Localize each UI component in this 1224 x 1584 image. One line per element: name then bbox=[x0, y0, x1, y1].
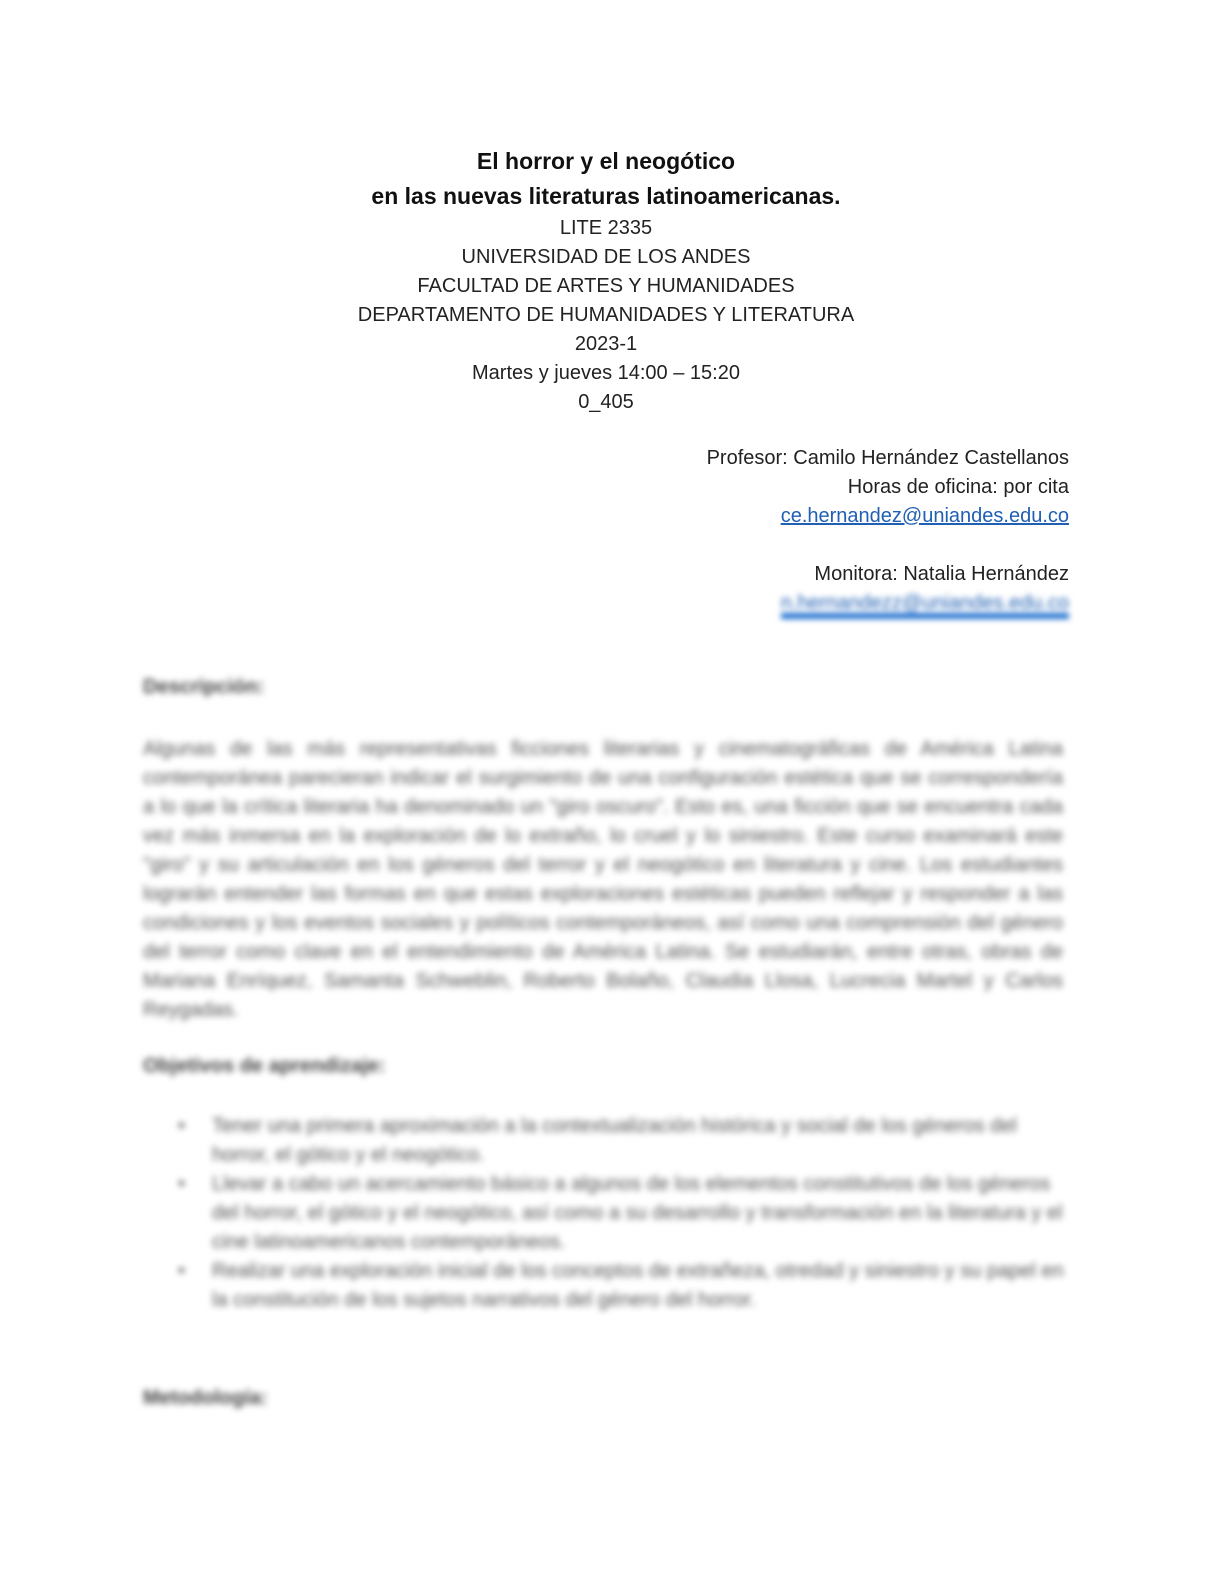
spacer bbox=[469, 531, 1069, 560]
course-header bbox=[0, 144, 1212, 417]
office-hours: Horas de oficina: por cita bbox=[847, 476, 1069, 498]
description-heading: Descripción: bbox=[143, 676, 265, 698]
university-name: UNIVERSIDAD DE LOS ANDES bbox=[461, 246, 751, 268]
course-code: LITE 2335 bbox=[559, 217, 653, 239]
bullet-icon: • bbox=[178, 1115, 186, 1137]
department-name: DEPARTAMENTO DE HUMANIDADES Y LITERATURA bbox=[357, 304, 855, 326]
class-schedule: Martes y jueves 14:00 – 15:20 bbox=[472, 362, 740, 384]
objective-text: Llevar a cabo un acercamiento básico a algunos de los elementos constitutivos de los géneros del horror, el gótico y el neogótico, así como a su desarrollo y transformación en la literatura y el cine latinoamericanos contemporáneos. bbox=[212, 1173, 1063, 1253]
monitor-name: Monitora: Natalia Hernández bbox=[814, 563, 1069, 585]
list-item bbox=[178, 1112, 1068, 1170]
faculty-name: FACULTAD DE ARTES Y HUMANIDADES bbox=[417, 275, 795, 297]
objective-text: Tener una primera aproximación a la contextualización histórica y social de los géneros del horror, el gótico y el neogótico. bbox=[212, 1115, 1017, 1166]
bullet-icon: • bbox=[178, 1173, 186, 1195]
professor-email-link[interactable]: ce.hernandez@uniandes.edu.co bbox=[780, 505, 1069, 527]
professor-name: Profesor: Camilo Hernández Castellanos bbox=[706, 447, 1069, 469]
objectives-list bbox=[178, 1112, 1068, 1315]
methodology-heading: Metodología: bbox=[143, 1387, 268, 1409]
monitor-email-link[interactable]: n.hernandezz@uniandes.edu.co bbox=[781, 593, 1069, 619]
course-title-line-1: El horror y el neogótico bbox=[476, 148, 736, 174]
list-item bbox=[178, 1257, 1068, 1315]
objectives-heading: Objetivos de aprendizaje: bbox=[143, 1055, 386, 1077]
list-item bbox=[178, 1170, 1068, 1257]
contact-info bbox=[469, 444, 1069, 619]
objective-text: Realizar una exploración inicial de los conceptos de extrañeza, otredad y siniestro y su papel en la constitución de los sujetos narrativos del género del horror. bbox=[212, 1260, 1064, 1311]
description-paragraph: Algunas de las más representativas ficciones literarias y cinematográficas de América Latina contemporánea parecieran indicar el surgimiento de una configuración estética que se correspondería a lo que la crítica literaria ha denominado un "giro oscuro". Esto es, una ficción que se encuentra cada vez más inmersa en la exploración de lo extraño, lo cruel y lo siniestro. Este curso examinará este "giro" y su articulación en los géneros del terror y el neogótico en literatura y cine. Los estudiantes lograrán entender las formas en que estas exploraciones estéticas pueden reflejar y responder a las condiciones y los eventos sociales y políticos contemporáneos, así como una comprensión del género del terror como clave en el entendimiento de América Latina. Se estudiarán, entre otras, obras de Mariana Enríquez, Samanta Schweblin, Roberto Bolaño, Claudia Llosa, Lucrecia Martel y Carlos Reygadas. bbox=[143, 738, 1063, 1021]
bullet-icon: • bbox=[178, 1260, 186, 1282]
classroom: 0_405 bbox=[578, 391, 634, 413]
course-title-line-2: en las nuevas literaturas latinoamericanas. bbox=[371, 183, 841, 209]
academic-term: 2023-1 bbox=[574, 333, 638, 355]
